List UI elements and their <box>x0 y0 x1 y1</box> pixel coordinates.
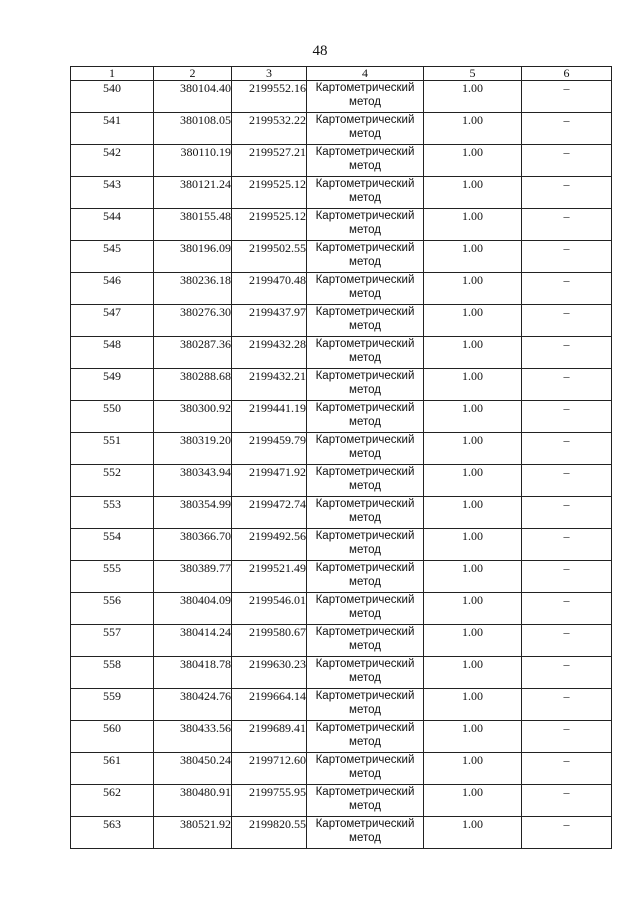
x-coordinate-cell: 380108.05 <box>154 113 232 145</box>
point-number-cell: 548 <box>71 337 154 369</box>
table-header <box>71 67 612 81</box>
header-col-2: 2 <box>154 67 232 81</box>
method-cell <box>307 721 424 753</box>
point-number-cell: 549 <box>71 369 154 401</box>
description-cell: – <box>522 209 612 241</box>
method-line-2: метод <box>349 608 381 620</box>
method-line-2: метод <box>349 512 381 524</box>
method-cell <box>307 465 424 497</box>
y-coordinate-cell: 2199432.21 <box>232 369 307 401</box>
description-cell: – <box>522 657 612 689</box>
accuracy-cell: 1.00 <box>424 209 522 241</box>
accuracy-cell: 1.00 <box>424 657 522 689</box>
table-row <box>71 145 612 177</box>
x-coordinate-cell: 380450.24 <box>154 753 232 785</box>
x-coordinate-cell: 380236.18 <box>154 273 232 305</box>
method-cell <box>307 81 424 113</box>
x-coordinate-cell: 380121.24 <box>154 177 232 209</box>
table-row <box>71 305 612 337</box>
method-cell <box>307 113 424 145</box>
point-number-cell: 559 <box>71 689 154 721</box>
method-line-2: метод <box>349 672 381 684</box>
page-number: 48 <box>312 43 328 59</box>
method-line-2: метод <box>349 544 381 556</box>
description-cell: – <box>522 753 612 785</box>
method-line-2: метод <box>349 576 381 588</box>
point-number-cell: 560 <box>71 721 154 753</box>
method-cell <box>307 369 424 401</box>
accuracy-cell: 1.00 <box>424 145 522 177</box>
table-row <box>71 625 612 657</box>
method-line-1: Картометрический <box>315 786 415 798</box>
method-line-2: метод <box>349 256 381 268</box>
description-cell: – <box>522 113 612 145</box>
y-coordinate-cell: 2199521.49 <box>232 561 307 593</box>
accuracy-cell: 1.00 <box>424 81 522 113</box>
accuracy-cell: 1.00 <box>424 689 522 721</box>
description-cell: – <box>522 81 612 113</box>
point-number-cell: 543 <box>71 177 154 209</box>
x-coordinate-cell: 380287.36 <box>154 337 232 369</box>
header-col-1: 1 <box>71 67 154 81</box>
description-cell: – <box>522 497 612 529</box>
y-coordinate-cell: 2199470.48 <box>232 273 307 305</box>
x-coordinate-cell: 380480.91 <box>154 785 232 817</box>
method-line-1: Картометрический <box>315 626 415 638</box>
method-cell <box>307 241 424 273</box>
method-line-2: метод <box>349 288 381 300</box>
x-coordinate-cell: 380521.92 <box>154 817 232 849</box>
table-body <box>71 81 612 849</box>
method-line-2: метод <box>349 704 381 716</box>
point-number-cell: 555 <box>71 561 154 593</box>
method-cell <box>307 497 424 529</box>
table-row <box>71 497 612 529</box>
method-line-1: Картометрический <box>315 722 415 734</box>
y-coordinate-cell: 2199502.55 <box>232 241 307 273</box>
accuracy-cell: 1.00 <box>424 753 522 785</box>
method-line-2: метод <box>349 128 381 140</box>
x-coordinate-cell: 380418.78 <box>154 657 232 689</box>
description-cell: – <box>522 593 612 625</box>
description-cell: – <box>522 401 612 433</box>
description-cell: – <box>522 529 612 561</box>
point-number-cell: 556 <box>71 593 154 625</box>
method-line-1: Картометрический <box>315 114 415 126</box>
accuracy-cell: 1.00 <box>424 369 522 401</box>
point-number-cell: 557 <box>71 625 154 657</box>
accuracy-cell: 1.00 <box>424 625 522 657</box>
description-cell: – <box>522 145 612 177</box>
method-line-2: метод <box>349 352 381 364</box>
description-cell: – <box>522 241 612 273</box>
method-cell <box>307 273 424 305</box>
accuracy-cell: 1.00 <box>424 529 522 561</box>
method-line-2: метод <box>349 160 381 172</box>
x-coordinate-cell: 380288.68 <box>154 369 232 401</box>
table-row <box>71 817 612 849</box>
method-cell <box>307 209 424 241</box>
method-cell <box>307 433 424 465</box>
method-line-2: метод <box>349 480 381 492</box>
header-col-4: 4 <box>307 67 424 81</box>
y-coordinate-cell: 2199527.21 <box>232 145 307 177</box>
method-line-2: метод <box>349 384 381 396</box>
point-number-cell: 545 <box>71 241 154 273</box>
x-coordinate-cell: 380433.56 <box>154 721 232 753</box>
method-cell <box>307 561 424 593</box>
table-row <box>71 721 612 753</box>
method-line-1: Картометрический <box>315 498 415 510</box>
x-coordinate-cell: 380404.09 <box>154 593 232 625</box>
method-line-1: Картометрический <box>315 466 415 478</box>
method-line-1: Картометрический <box>315 754 415 766</box>
accuracy-cell: 1.00 <box>424 593 522 625</box>
description-cell: – <box>522 369 612 401</box>
y-coordinate-cell: 2199755.95 <box>232 785 307 817</box>
method-line-1: Картометрический <box>315 338 415 350</box>
table-row <box>71 689 612 721</box>
accuracy-cell: 1.00 <box>424 433 522 465</box>
header-col-6: 6 <box>522 67 612 81</box>
table-row <box>71 401 612 433</box>
description-cell: – <box>522 433 612 465</box>
y-coordinate-cell: 2199437.97 <box>232 305 307 337</box>
method-line-1: Картометрический <box>315 530 415 542</box>
description-cell: – <box>522 177 612 209</box>
method-line-1: Картометрический <box>315 274 415 286</box>
x-coordinate-cell: 380366.70 <box>154 529 232 561</box>
y-coordinate-cell: 2199459.79 <box>232 433 307 465</box>
table-row <box>71 561 612 593</box>
x-coordinate-cell: 380354.99 <box>154 497 232 529</box>
point-number-cell: 550 <box>71 401 154 433</box>
method-line-2: метод <box>349 448 381 460</box>
method-cell <box>307 785 424 817</box>
x-coordinate-cell: 380414.24 <box>154 625 232 657</box>
table-row <box>71 369 612 401</box>
point-number-cell: 563 <box>71 817 154 849</box>
method-line-1: Картометрический <box>315 594 415 606</box>
method-line-2: метод <box>349 832 381 844</box>
x-coordinate-cell: 380424.76 <box>154 689 232 721</box>
method-cell <box>307 145 424 177</box>
y-coordinate-cell: 2199630.23 <box>232 657 307 689</box>
description-cell: – <box>522 625 612 657</box>
y-coordinate-cell: 2199546.01 <box>232 593 307 625</box>
y-coordinate-cell: 2199472.74 <box>232 497 307 529</box>
accuracy-cell: 1.00 <box>424 721 522 753</box>
table-row <box>71 81 612 113</box>
coordinates-table <box>70 66 612 849</box>
x-coordinate-cell: 380196.09 <box>154 241 232 273</box>
method-line-2: метод <box>349 192 381 204</box>
accuracy-cell: 1.00 <box>424 561 522 593</box>
point-number-cell: 561 <box>71 753 154 785</box>
accuracy-cell: 1.00 <box>424 817 522 849</box>
description-cell: – <box>522 273 612 305</box>
method-line-2: метод <box>349 96 381 108</box>
table-row <box>71 241 612 273</box>
method-line-2: метод <box>349 320 381 332</box>
y-coordinate-cell: 2199432.28 <box>232 337 307 369</box>
method-cell <box>307 817 424 849</box>
point-number-cell: 541 <box>71 113 154 145</box>
method-line-1: Картометрический <box>315 690 415 702</box>
method-cell <box>307 177 424 209</box>
accuracy-cell: 1.00 <box>424 465 522 497</box>
point-number-cell: 540 <box>71 81 154 113</box>
x-coordinate-cell: 380155.48 <box>154 209 232 241</box>
method-line-1: Картометрический <box>315 562 415 574</box>
method-cell <box>307 305 424 337</box>
accuracy-cell: 1.00 <box>424 113 522 145</box>
table-row <box>71 753 612 785</box>
table-row <box>71 529 612 561</box>
header-row <box>71 67 612 81</box>
method-cell <box>307 689 424 721</box>
header-col-5: 5 <box>424 67 522 81</box>
table-row <box>71 337 612 369</box>
description-cell: – <box>522 305 612 337</box>
method-cell <box>307 753 424 785</box>
method-cell <box>307 625 424 657</box>
y-coordinate-cell: 2199492.56 <box>232 529 307 561</box>
x-coordinate-cell: 380110.19 <box>154 145 232 177</box>
method-line-1: Картометрический <box>315 146 415 158</box>
description-cell: – <box>522 561 612 593</box>
method-line-1: Картометрический <box>315 658 415 670</box>
method-cell <box>307 337 424 369</box>
table-row <box>71 177 612 209</box>
description-cell: – <box>522 817 612 849</box>
x-coordinate-cell: 380319.20 <box>154 433 232 465</box>
description-cell: – <box>522 721 612 753</box>
y-coordinate-cell: 2199712.60 <box>232 753 307 785</box>
y-coordinate-cell: 2199664.14 <box>232 689 307 721</box>
method-line-2: метод <box>349 416 381 428</box>
method-line-2: метод <box>349 800 381 812</box>
method-cell <box>307 593 424 625</box>
y-coordinate-cell: 2199525.12 <box>232 177 307 209</box>
y-coordinate-cell: 2199532.22 <box>232 113 307 145</box>
table-row <box>71 113 612 145</box>
accuracy-cell: 1.00 <box>424 497 522 529</box>
x-coordinate-cell: 380343.94 <box>154 465 232 497</box>
accuracy-cell: 1.00 <box>424 401 522 433</box>
header-col-3: 3 <box>232 67 307 81</box>
table-row <box>71 209 612 241</box>
table-row <box>71 785 612 817</box>
accuracy-cell: 1.00 <box>424 273 522 305</box>
method-line-1: Картометрический <box>315 402 415 414</box>
x-coordinate-cell: 380389.77 <box>154 561 232 593</box>
method-line-2: метод <box>349 768 381 780</box>
y-coordinate-cell: 2199689.41 <box>232 721 307 753</box>
method-line-1: Картометрический <box>315 242 415 254</box>
method-line-1: Картометрический <box>315 178 415 190</box>
point-number-cell: 554 <box>71 529 154 561</box>
method-cell <box>307 657 424 689</box>
description-cell: – <box>522 465 612 497</box>
method-line-2: метод <box>349 224 381 236</box>
method-line-1: Картометрический <box>315 370 415 382</box>
point-number-cell: 544 <box>71 209 154 241</box>
y-coordinate-cell: 2199441.19 <box>232 401 307 433</box>
accuracy-cell: 1.00 <box>424 785 522 817</box>
point-number-cell: 558 <box>71 657 154 689</box>
method-line-1: Картометрический <box>315 434 415 446</box>
method-line-1: Картометрический <box>315 818 415 830</box>
method-line-1: Картометрический <box>315 82 415 94</box>
point-number-cell: 552 <box>71 465 154 497</box>
accuracy-cell: 1.00 <box>424 305 522 337</box>
method-cell <box>307 401 424 433</box>
y-coordinate-cell: 2199552.16 <box>232 81 307 113</box>
accuracy-cell: 1.00 <box>424 241 522 273</box>
method-line-1: Картометрический <box>315 306 415 318</box>
description-cell: – <box>522 337 612 369</box>
y-coordinate-cell: 2199820.55 <box>232 817 307 849</box>
point-number-cell: 547 <box>71 305 154 337</box>
method-cell <box>307 529 424 561</box>
point-number-cell: 562 <box>71 785 154 817</box>
point-number-cell: 542 <box>71 145 154 177</box>
method-line-1: Картометрический <box>315 210 415 222</box>
accuracy-cell: 1.00 <box>424 337 522 369</box>
accuracy-cell: 1.00 <box>424 177 522 209</box>
description-cell: – <box>522 785 612 817</box>
point-number-cell: 553 <box>71 497 154 529</box>
description-cell: – <box>522 689 612 721</box>
table-row <box>71 657 612 689</box>
y-coordinate-cell: 2199580.67 <box>232 625 307 657</box>
point-number-cell: 546 <box>71 273 154 305</box>
table-row <box>71 273 612 305</box>
method-line-2: метод <box>349 640 381 652</box>
table-row <box>71 593 612 625</box>
y-coordinate-cell: 2199525.12 <box>232 209 307 241</box>
point-number-cell: 551 <box>71 433 154 465</box>
table-row <box>71 465 612 497</box>
x-coordinate-cell: 380300.92 <box>154 401 232 433</box>
x-coordinate-cell: 380104.40 <box>154 81 232 113</box>
method-line-2: метод <box>349 736 381 748</box>
x-coordinate-cell: 380276.30 <box>154 305 232 337</box>
table-row <box>71 433 612 465</box>
y-coordinate-cell: 2199471.92 <box>232 465 307 497</box>
